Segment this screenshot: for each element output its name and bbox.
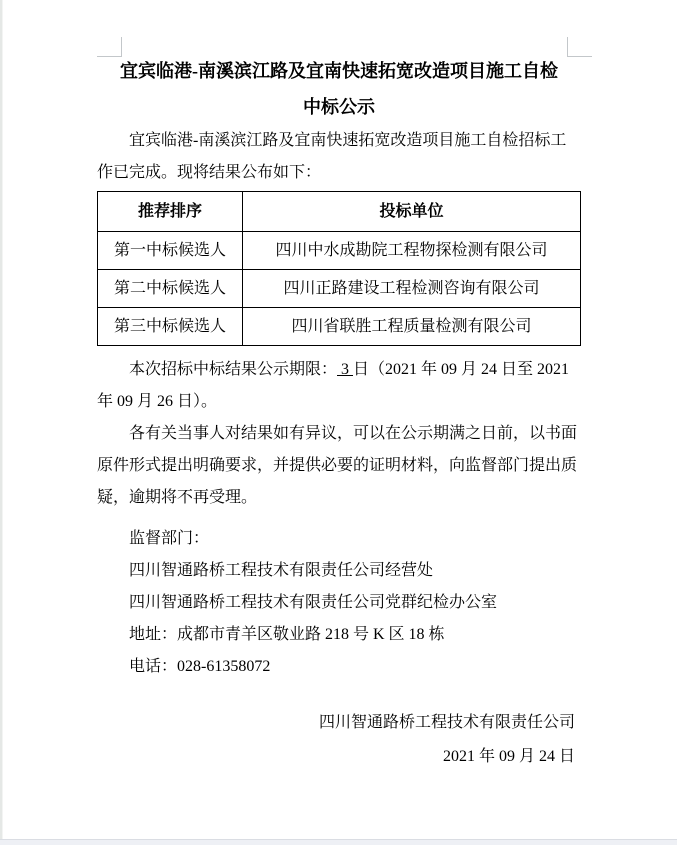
supervision-phone: 电话：028-61358072 <box>129 658 271 675</box>
period-days-underlined: 3 <box>337 361 354 378</box>
rank-cell: 第二中标候选人 <box>98 270 243 308</box>
table-header-bidder: 投标单位 <box>243 192 581 232</box>
signature-company: 四川智通路桥工程技术有限责任公司 <box>318 714 575 731</box>
company-cell: 四川省联胜工程质量检测有限公司 <box>243 308 581 346</box>
table-row <box>98 270 581 308</box>
table-row <box>98 308 581 346</box>
publicity-period-paragraph <box>97 354 581 418</box>
intro-paragraph: 宜宾临港-南溪滨江路及宜南快速拓宽改造项目施工自检招标工作已完成。现将结果公布如下： <box>97 132 567 181</box>
company-cell: 四川中水成勘院工程物探检测有限公司 <box>243 232 581 270</box>
document-page[interactable] <box>97 53 581 773</box>
document-title-line1: 宜宾临港-南溪滨江路及宜南快速拓宽改造项目施工自检 <box>120 61 558 81</box>
signature-date: 2021 年 09 月 24 日 <box>442 748 575 765</box>
supervision-dept2: 四川智通路桥工程技术有限责任公司党群纪检办公室 <box>129 594 498 611</box>
document-title-line2: 中标公示 <box>303 97 375 117</box>
supervision-dept1: 四川智通路桥工程技术有限责任公司经营处 <box>129 562 434 579</box>
period-text-after: 日（2021 年 09 月 24 日至 2021 年 09 月 26 日）。 <box>97 361 570 410</box>
table-row <box>98 232 581 270</box>
supervision-label: 监督部门： <box>129 530 210 547</box>
window-left-edge <box>0 0 3 845</box>
objection-paragraph: 各有关当事人对结果如有异议，可以在公示期满之日前，以书面原件形式提出明确要求，并提供必要的证明材料，向监督部门提出质疑，逾期将不再受理。 <box>97 425 578 506</box>
period-text-before: 本次招标中标结果公示期限： <box>129 361 338 378</box>
rank-cell: 第一中标候选人 <box>98 232 243 270</box>
table-header-row <box>98 192 581 232</box>
supervision-address: 地址：成都市青羊区敬业路 218 号 K 区 18 栋 <box>129 626 445 643</box>
window-bottom-edge <box>0 839 677 845</box>
rank-cell: 第三中标候选人 <box>98 308 243 346</box>
company-cell: 四川正路建设工程检测咨询有限公司 <box>243 270 581 308</box>
bid-results-table <box>97 191 581 346</box>
signature-block <box>97 707 581 773</box>
table-header-rank: 推荐排序 <box>98 192 243 232</box>
supervision-block <box>97 523 581 683</box>
